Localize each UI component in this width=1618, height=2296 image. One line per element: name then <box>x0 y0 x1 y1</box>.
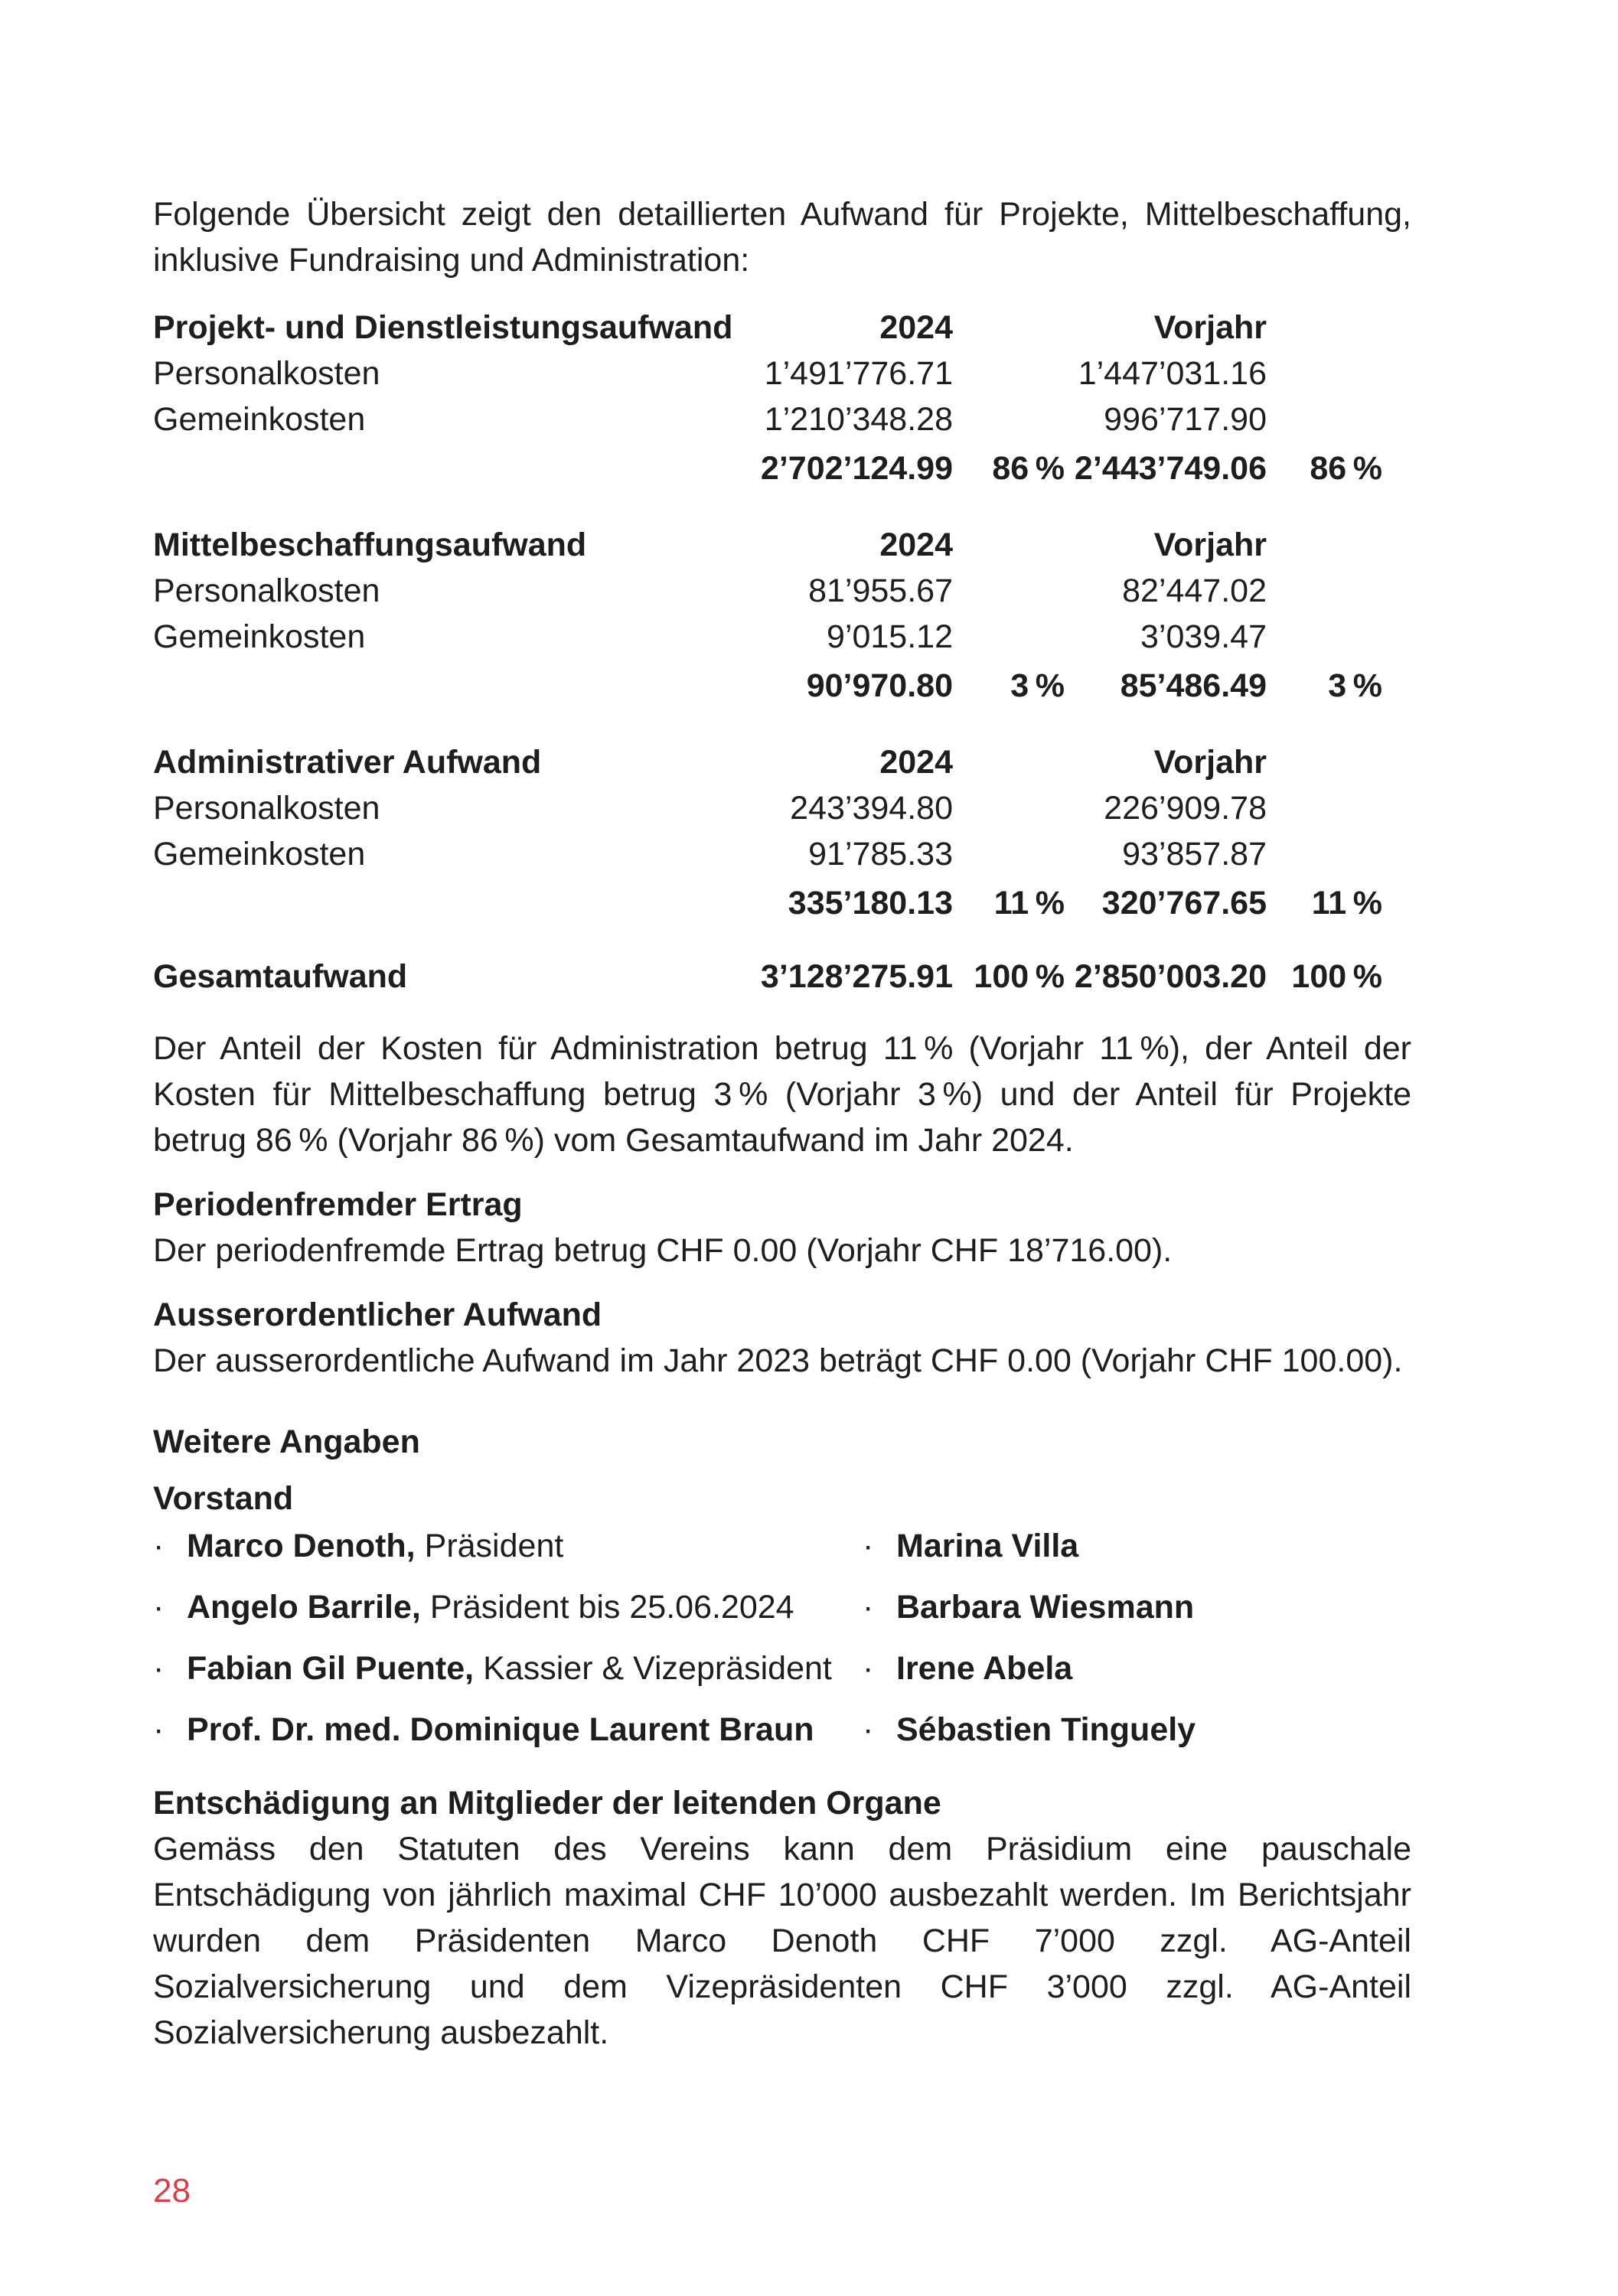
intro-paragraph: Folgende Übersicht zeigt den detaillierten Aufwand für Projekte, Mittelbeschaffung, inklusive Fundraising und Administration: <box>153 196 1411 279</box>
table-row <box>153 568 1382 614</box>
row-label: Personalkosten <box>153 790 380 827</box>
board-member-name: Prof. Dr. med. Dominique Laurent Braun <box>187 1711 814 1748</box>
total-current-pct: 3 % <box>1010 667 1065 704</box>
bullet-marker: · <box>153 1650 165 1687</box>
pct-current <box>953 785 1065 831</box>
bullet-marker: · <box>863 1589 874 1626</box>
board-member-name: Fabian Gil Puente, <box>187 1650 475 1687</box>
grand-total-previous: 2’850’003.20 <box>1074 958 1267 995</box>
pct-current <box>953 351 1065 396</box>
column-header-year: 2024 <box>879 527 953 563</box>
row-label: Personalkosten <box>153 572 380 609</box>
amount-previous: 226’909.78 <box>1104 790 1267 827</box>
page-number: 28 <box>153 2172 191 2210</box>
total-current-pct: 11 % <box>993 885 1065 921</box>
table-title: Mittelbeschaffungsaufwand <box>153 527 587 563</box>
pct-current <box>953 396 1065 442</box>
table-title: Administrativer Aufwand <box>153 744 542 781</box>
grand-total-previous-pct: 100 % <box>1291 958 1382 995</box>
pct-previous <box>1267 351 1382 396</box>
bullet-marker: · <box>153 1589 165 1626</box>
board-row <box>153 1645 1411 1691</box>
table-total-row <box>153 880 1382 926</box>
board-member-role: Präsident bis 25.06.2024 <box>429 1589 794 1626</box>
section-heading-board: Vorstand <box>153 1480 294 1517</box>
total-previous-pct: 11 % <box>1311 885 1382 921</box>
board-member-role: Präsident <box>424 1528 564 1564</box>
total-previous-pct: 86 % <box>1310 450 1382 487</box>
bullet-marker: · <box>153 1711 165 1748</box>
total-previous: 85’486.49 <box>1120 667 1267 704</box>
amount-previous: 82’447.02 <box>1122 572 1267 609</box>
grand-total-label: Gesamtaufwand <box>153 958 408 995</box>
board-member-name: Marco Denoth, <box>187 1528 416 1564</box>
pct-current <box>953 614 1065 660</box>
column-header-year: 2024 <box>879 309 953 346</box>
table-total-row <box>153 445 1382 491</box>
row-label: Gemeinkosten <box>153 401 366 438</box>
board-member <box>863 1645 1411 1691</box>
pct-current <box>953 568 1065 614</box>
board-row <box>153 1707 1411 1753</box>
total-current: 335’180.13 <box>788 885 953 921</box>
table-header-row <box>153 305 1382 351</box>
board-member <box>153 1645 863 1691</box>
board-member <box>153 1523 863 1569</box>
column-header-previous: Vorjahr <box>1153 744 1267 781</box>
pct-previous <box>1267 785 1382 831</box>
board-member-name: Angelo Barrile, <box>187 1589 421 1626</box>
row-label <box>153 880 685 926</box>
amount-current: 91’785.33 <box>808 836 953 872</box>
board-member-role: Kassier & Vizepräsident <box>483 1650 832 1687</box>
section-heading-remuneration: Entschädigung an Mitglieder der leitenden Organe <box>153 1785 941 1821</box>
table-total-row <box>153 663 1382 709</box>
section-heading-further-info: Weitere Angaben <box>153 1424 420 1460</box>
column-spacer <box>953 305 1065 351</box>
pct-previous <box>1267 396 1382 442</box>
pct-previous <box>1267 614 1382 660</box>
column-spacer <box>953 522 1065 568</box>
extraordinary-expense-body: Der ausserordentliche Aufwand im Jahr 2023 beträgt CHF 0.00 (Vorjahr CHF 100.00). <box>153 1342 1403 1379</box>
board-row <box>153 1523 1411 1569</box>
amount-previous: 93’857.87 <box>1122 836 1267 872</box>
bullet-marker: · <box>153 1528 165 1564</box>
board-member-list <box>153 1523 1411 1753</box>
row-label: Personalkosten <box>153 355 380 392</box>
amount-current: 243’394.80 <box>790 790 953 827</box>
board-member <box>153 1707 863 1753</box>
column-spacer <box>1267 522 1382 568</box>
total-previous: 320’767.65 <box>1101 885 1267 921</box>
grand-total-row <box>153 954 1382 1000</box>
amount-previous: 3’039.47 <box>1140 618 1267 655</box>
table-row <box>153 614 1382 660</box>
table-row <box>153 831 1382 877</box>
expense-table-fundraising <box>153 522 1382 709</box>
board-member <box>153 1584 863 1630</box>
column-spacer <box>1267 739 1382 785</box>
section-heading-extraordinary-expense: Ausserordentlicher Aufwand <box>153 1296 602 1333</box>
table-title: Projekt- und Dienstleistungsaufwand <box>153 309 733 346</box>
remuneration-body: Gemäss den Statuten des Vereins kann dem Präsidium eine pauschale Entschädigung von jährlich maximal CHF 10’000 ausbezahlt werden. Im Berichtsjahr wurden dem Präsidenten Marco Denoth CHF 7’000 zzgl. AG-Anteil Sozialversicherung und dem Vizepräsidenten CHF 3’000 zzgl. AG-Anteil Sozialversicherung ausbezahlt. <box>153 1831 1411 2051</box>
expense-table-administration <box>153 739 1382 926</box>
total-previous-pct: 3 % <box>1328 667 1382 704</box>
row-label: Gemeinkosten <box>153 618 366 655</box>
row-label <box>153 445 685 491</box>
table-header-row <box>153 739 1382 785</box>
section-heading-period-income: Periodenfremder Ertrag <box>153 1186 523 1223</box>
cost-share-paragraph: Der Anteil der Kosten für Administration betrug 11 % (Vorjahr 11 %), der Anteil der Kosten für Mittelbeschaffung betrug 3 % (Vorjahr 3 %) und der Anteil für Projekte betrug 86 % (Vorjahr 86 %) vom Gesamtaufwand im Jahr 2024. <box>153 1030 1411 1159</box>
amount-current: 81’955.67 <box>808 572 953 609</box>
period-income-body: Der periodenfremde Ertrag betrug CHF 0.00 (Vorjahr CHF 18’716.00). <box>153 1232 1173 1269</box>
amount-current: 1’210’348.28 <box>764 401 953 438</box>
total-current: 90’970.80 <box>806 667 953 704</box>
grand-total-current: 3’128’275.91 <box>760 958 953 995</box>
total-previous: 2’443’749.06 <box>1074 450 1267 487</box>
table-row <box>153 785 1382 831</box>
pct-previous <box>1267 831 1382 877</box>
column-spacer <box>1267 305 1382 351</box>
table-row <box>153 351 1382 396</box>
amount-current: 9’015.12 <box>827 618 953 655</box>
column-header-previous: Vorjahr <box>1153 527 1267 563</box>
board-member <box>863 1707 1411 1753</box>
amount-current: 1’491’776.71 <box>764 355 953 392</box>
row-label: Gemeinkosten <box>153 836 366 872</box>
bullet-marker: · <box>863 1711 874 1748</box>
bullet-marker: · <box>863 1650 874 1687</box>
column-spacer <box>953 739 1065 785</box>
board-member-name: Marina Villa <box>896 1528 1079 1564</box>
expense-table-projects <box>153 305 1382 491</box>
board-member <box>863 1584 1411 1630</box>
board-member-name: Irene Abela <box>896 1650 1073 1687</box>
total-current-pct: 86 % <box>992 450 1065 487</box>
bullet-marker: · <box>863 1528 874 1564</box>
board-row <box>153 1584 1411 1630</box>
pct-previous <box>1267 568 1382 614</box>
column-header-year: 2024 <box>879 744 953 781</box>
table-header-row <box>153 522 1382 568</box>
row-label <box>153 663 685 709</box>
board-member-name: Barbara Wiesmann <box>896 1589 1195 1626</box>
amount-previous: 996’717.90 <box>1104 401 1267 438</box>
grand-total-current-pct: 100 % <box>974 958 1065 995</box>
table-row <box>153 396 1382 442</box>
pct-current <box>953 831 1065 877</box>
amount-previous: 1’447’031.16 <box>1078 355 1267 392</box>
column-header-previous: Vorjahr <box>1153 309 1267 346</box>
board-member <box>863 1523 1411 1569</box>
board-member-name: Sébastien Tinguely <box>896 1711 1196 1748</box>
total-current: 2’702’124.99 <box>760 450 953 487</box>
